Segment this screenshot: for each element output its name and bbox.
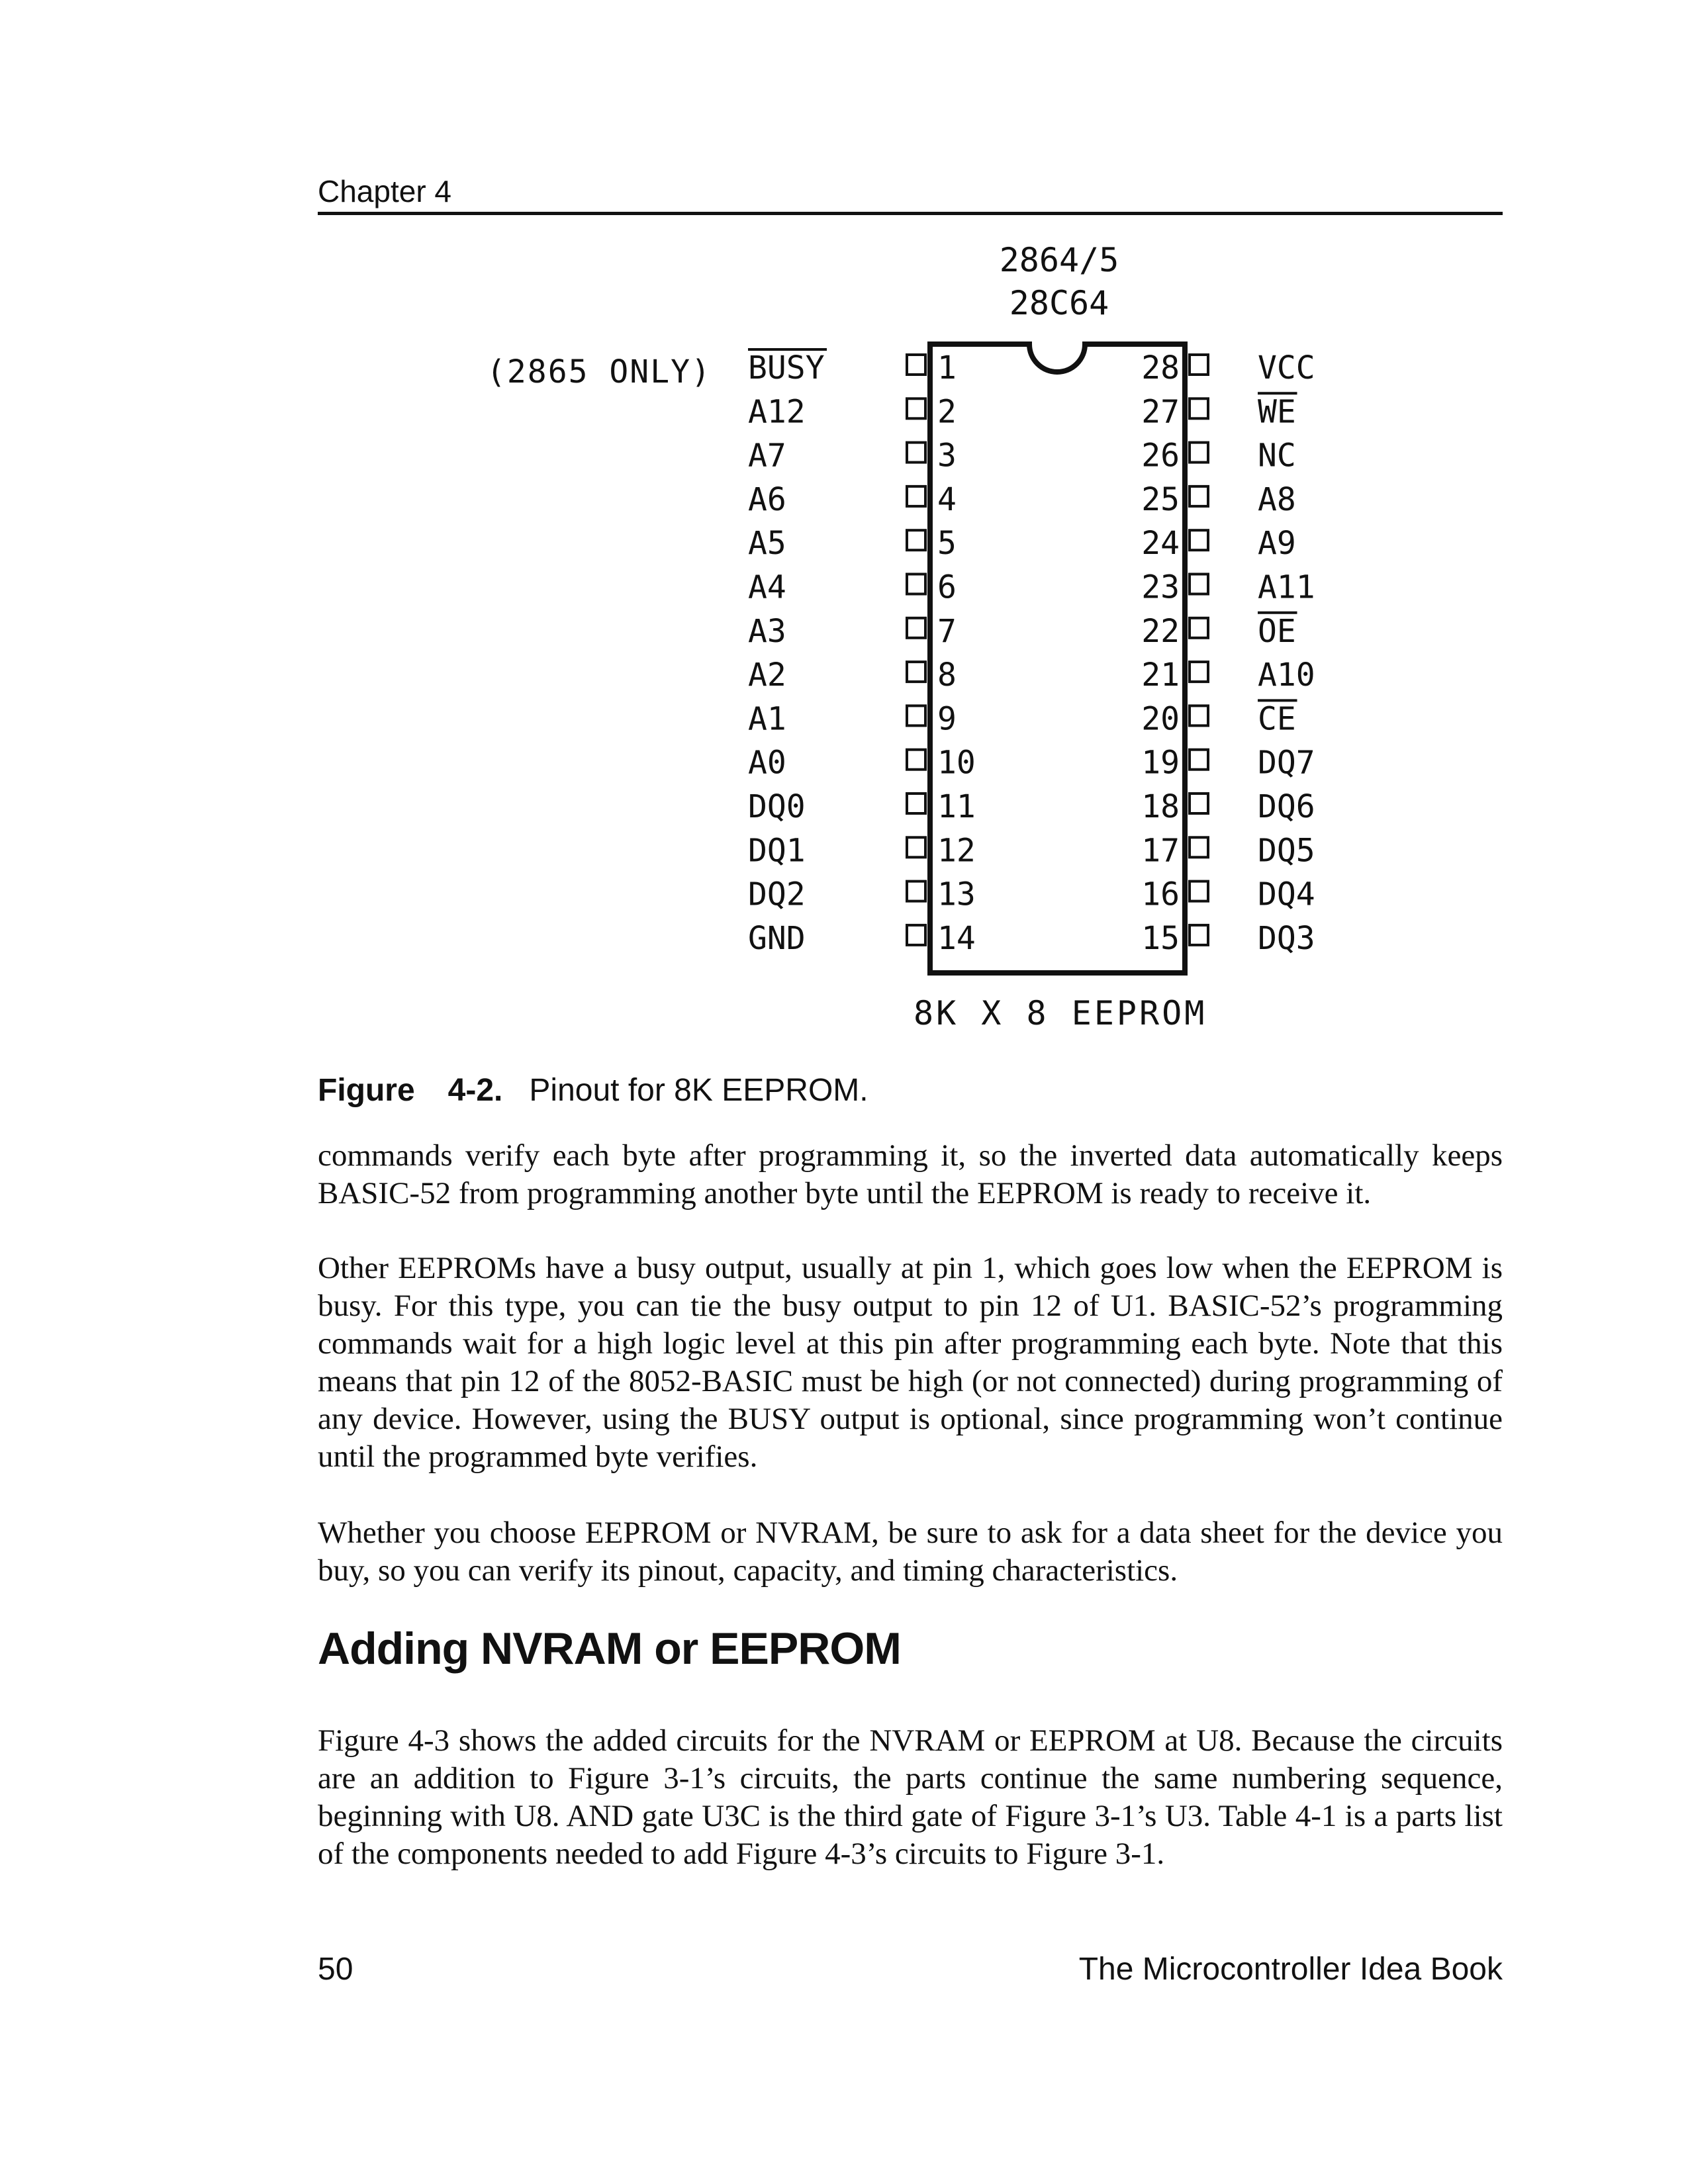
pin-number-right: 28 (1141, 349, 1180, 387)
pin-pad-right (1190, 618, 1208, 638)
pin-number-left: 1 (937, 349, 957, 387)
pin-pad-right (1190, 398, 1208, 418)
pin-pad-left (907, 443, 925, 463)
pin-label-right: DQ6 (1258, 788, 1315, 825)
pin-label-left: A6 (748, 480, 786, 518)
pin-pad-left (907, 882, 925, 901)
pin-number-left: 14 (937, 919, 976, 957)
pin-pad-left (907, 618, 925, 638)
pin-number-right: 19 (1141, 744, 1180, 782)
pin-pad-right (1190, 355, 1208, 375)
pin-label-right: OE (1258, 612, 1296, 650)
pin-label-right: NC (1258, 437, 1296, 475)
pin-pad-right (1190, 837, 1208, 857)
pin-number-left: 8 (937, 657, 957, 694)
part-number-alt: 28C64 (1009, 284, 1109, 322)
pin-pad-left (907, 486, 925, 506)
pin-number-right: 20 (1141, 700, 1180, 738)
pin-label-left: BUSY (748, 349, 825, 387)
pin-label-right: DQ3 (1258, 919, 1315, 957)
pin-label-left: A3 (748, 612, 786, 650)
pin-pad-left (907, 837, 925, 857)
part-number: 2864/5 (999, 241, 1119, 279)
body-paragraph-3: Whether you choose EEPROM or NVRAM, be sure to ask for a data sheet for the device you buy, so you can verify its pinout, capacity, and timing characteristics. (318, 1516, 1503, 1588)
pin-label-left: DQ1 (748, 832, 806, 870)
body-paragraph-2: Other EEPROMs have a busy output, usually at pin 1, which goes low when the EEPROM is busy. For this type, you can tie the busy output to pin 12 of U1. BASIC-52’s programming commands wait for a high logic level at this pin after programming each byte. Note that this means that pin 12 of the 8052-BASIC must be high (or not connected) during programming of any device. However, using the BUSY output is optional, since programming won’t continue until the programmed byte verifies. (318, 1251, 1503, 1474)
chip-description: 8K X 8 EEPROM (914, 994, 1207, 1032)
pin-number-left: 4 (937, 480, 957, 518)
pin-label-right: A8 (1258, 480, 1296, 518)
pin-number-left: 10 (937, 744, 976, 782)
pin-pad-left (907, 530, 925, 550)
pin-number-right: 25 (1141, 480, 1180, 518)
busy-note: (2865 ONLY) (487, 353, 712, 390)
figure-caption (318, 1072, 868, 1109)
pin-number-left: 12 (937, 832, 976, 870)
pin-label-left: A5 (748, 525, 786, 563)
pin-label-right: VCC (1258, 349, 1315, 387)
right-pins (1141, 349, 1315, 957)
pin-label-right: CE (1258, 700, 1296, 738)
pin-number-right: 16 (1141, 876, 1180, 913)
pin-pad-left (907, 750, 925, 770)
pin-number-right: 24 (1141, 525, 1180, 563)
pin-number-left: 3 (937, 437, 957, 475)
pin-pad-left (907, 355, 925, 375)
pin-number-left: 6 (937, 569, 957, 606)
pin-pad-right (1190, 925, 1208, 945)
pin-label-left: A7 (748, 437, 786, 475)
pin-number-left: 7 (937, 612, 957, 650)
pin-label-right: A10 (1258, 657, 1315, 694)
pin-label-left: A12 (748, 393, 806, 431)
pin-number-left: 13 (937, 876, 976, 913)
pin-label-left: GND (748, 919, 806, 957)
pin-number-left: 11 (937, 788, 976, 825)
pin-label-left: A4 (748, 569, 786, 606)
body-paragraph-4: Figure 4-3 shows the added circuits for the NVRAM or EEPROM at U8. Because the circuits are an addition to Figure 3-1’s circuits, the parts continue the same numbering sequence, beginning with U8. AND gate U3C is the third gate of Figure 3-1’s U3. Table 4-1 is a parts list of the components needed to add Figure 4-3’s circuits to Figure 3-1. (318, 1723, 1503, 1871)
pin-label-right: A11 (1258, 569, 1315, 606)
pin-pad-right (1190, 574, 1208, 594)
pin-number-right: 22 (1141, 612, 1180, 650)
page-number: 50 (318, 1952, 353, 1987)
book-title: The Microcontroller Idea Book (1078, 1952, 1503, 1987)
pin-label-right: DQ4 (1258, 876, 1315, 913)
pin-label-left: A2 (748, 657, 786, 694)
pin-number-right: 23 (1141, 569, 1180, 606)
caption-number: 4-2. (447, 1073, 503, 1108)
pin-number-right: 18 (1141, 788, 1180, 825)
pin-number-left: 2 (937, 393, 957, 431)
pin-pad-left (907, 794, 925, 813)
pin-pad-right (1190, 794, 1208, 813)
pin-number-left: 5 (937, 525, 957, 563)
pin-pad-left (907, 925, 925, 945)
caption-label: Figure (318, 1073, 415, 1108)
pin-pad-right (1190, 662, 1208, 682)
pin-pad-right (1190, 705, 1208, 725)
pin-pad-right (1190, 486, 1208, 506)
pinout-diagram (0, 0, 1688, 1059)
pin-label-left: DQ0 (748, 788, 806, 825)
left-pins (748, 349, 976, 957)
pin-pad-left (907, 398, 925, 418)
pin-label-right: DQ5 (1258, 832, 1315, 870)
pinout-figure (0, 0, 1688, 1059)
pin-pad-right (1190, 443, 1208, 463)
pin-pad-left (907, 662, 925, 682)
section-heading: Adding NVRAM or EEPROM (318, 1623, 901, 1674)
pin-label-left: A1 (748, 700, 786, 738)
pin-number-right: 15 (1141, 919, 1180, 957)
pin-label-right: A9 (1258, 525, 1296, 563)
pin-label-right: DQ7 (1258, 744, 1315, 782)
pin-label-left: A0 (748, 744, 786, 782)
pin-number-right: 27 (1141, 393, 1180, 431)
pin-number-right: 21 (1141, 657, 1180, 694)
body-paragraph-1: commands verify each byte after programming it, so the inverted data automatically keeps BASIC-52 from programming another byte until the EEPROM is ready to receive it. (318, 1138, 1503, 1210)
caption-text: Pinout for 8K EEPROM. (529, 1073, 868, 1108)
pin-label-left: DQ2 (748, 876, 806, 913)
pin-pad-right (1190, 530, 1208, 550)
pin-number-right: 26 (1141, 437, 1180, 475)
pin-pad-left (907, 705, 925, 725)
pin-pad-right (1190, 882, 1208, 901)
pin-number-left: 9 (937, 700, 957, 738)
pin-number-right: 17 (1141, 832, 1180, 870)
pin-pad-right (1190, 750, 1208, 770)
running-head: Chapter 4 (318, 174, 452, 208)
pin-label-right: WE (1258, 393, 1296, 431)
pin-pad-left (907, 574, 925, 594)
